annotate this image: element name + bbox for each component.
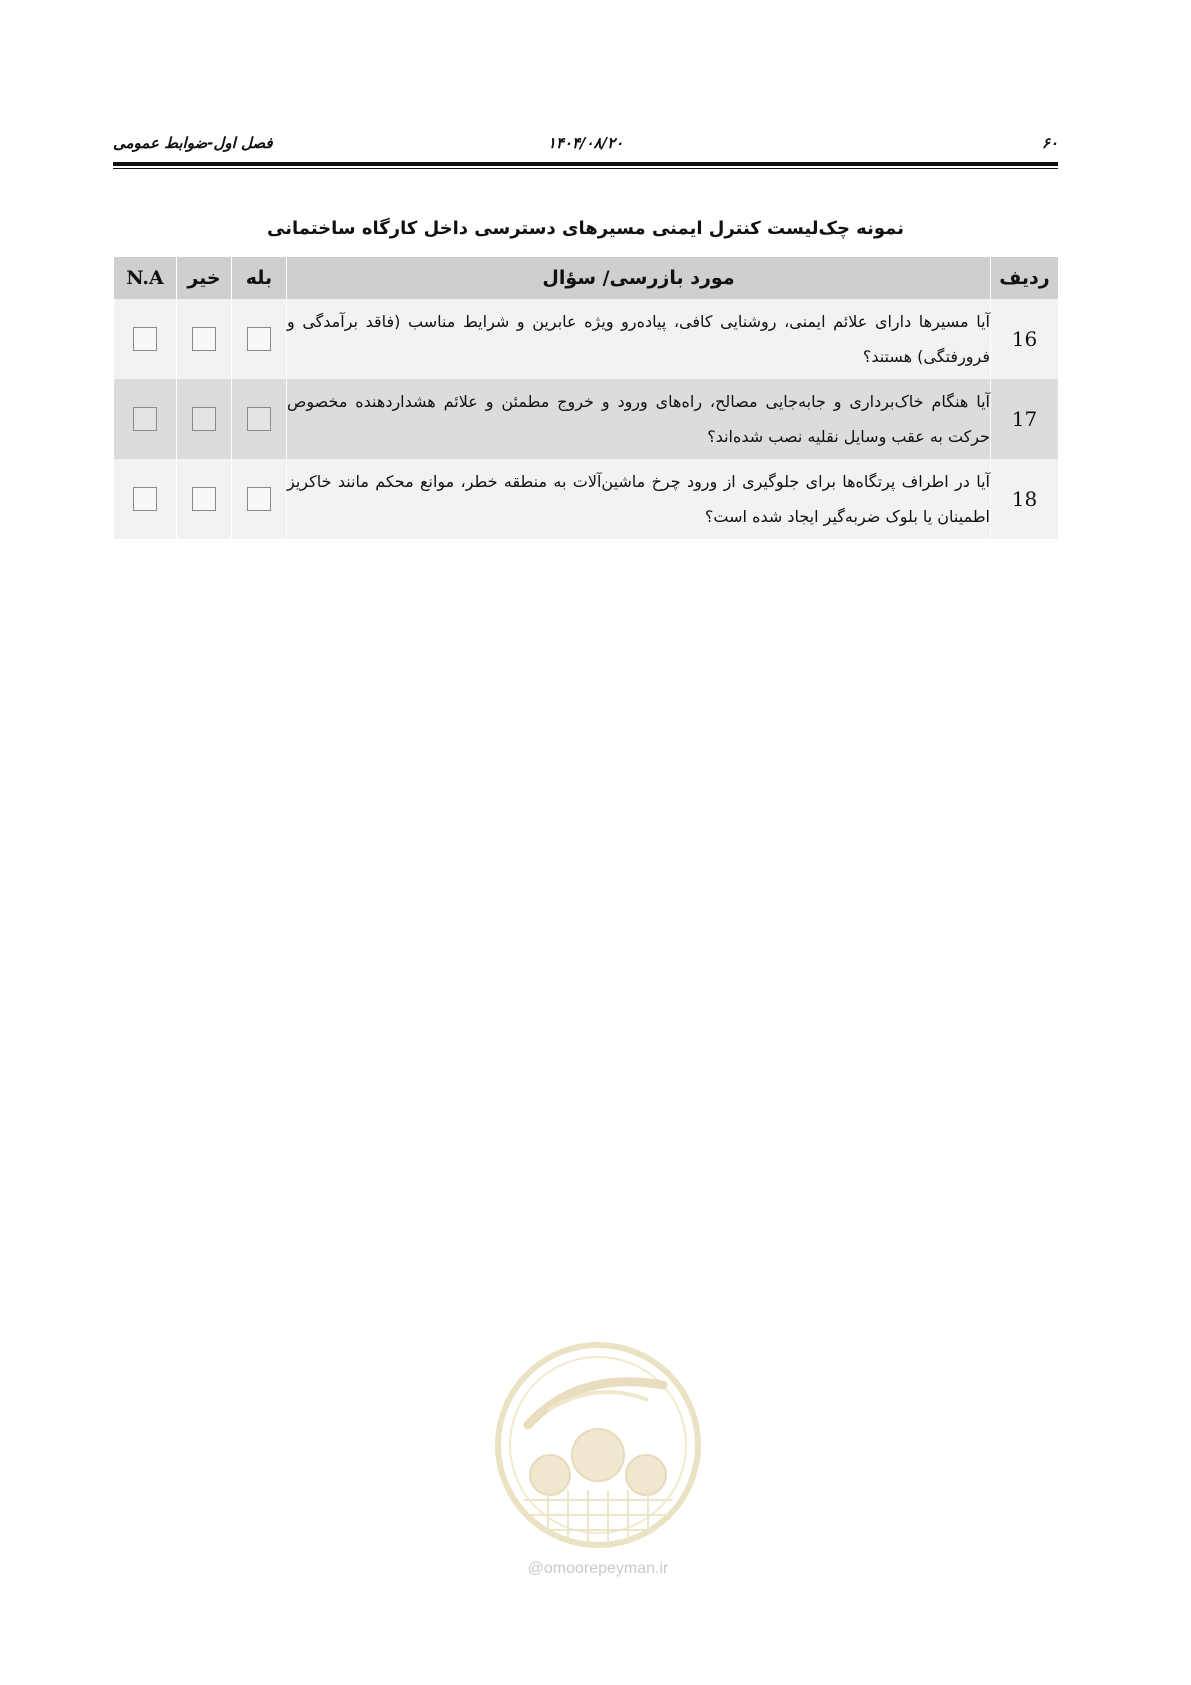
na-cell: [114, 379, 177, 459]
watermark-url: @omoorepeyman.ir: [527, 1560, 669, 1577]
na-cell: [114, 459, 177, 539]
omoorepeyman-logo-icon: [488, 1330, 708, 1560]
yes-cell: [232, 299, 287, 379]
no-cell: [177, 299, 232, 379]
row-number: 16: [991, 299, 1059, 379]
question-text: آیا هنگام خاک‌برداری و جابه‌جایی مصالح، راه‌های ورود و خروج مطمئن و علائم هشداردهنده مخصوص حرکت به عقب وسایل نقلیه نصب شده‌اند؟: [287, 379, 991, 459]
na-checkbox[interactable]: [133, 487, 157, 511]
page-header: [113, 130, 1058, 160]
chapter-title: فصل اول-ضوابط عمومی: [113, 134, 273, 152]
page-number: ۶۰: [1041, 134, 1058, 152]
row-number: 17: [991, 379, 1059, 459]
question-text: آیا در اطراف پرتگاه‌ها برای جلوگیری از ورود چرخ ماشین‌آلات به منطقه خطر، موانع محکم مانند خاکریز اطمینان یا بلوک ضربه‌گیر ایجاد شده است؟: [287, 459, 991, 539]
checklist-table: [113, 257, 1058, 539]
header-yes: بله: [232, 257, 287, 299]
no-checkbox[interactable]: [192, 407, 216, 431]
header-row-number: ردیف: [991, 257, 1059, 299]
header-rule-thick: [113, 162, 1058, 166]
table-header-row: [114, 257, 1059, 299]
yes-checkbox[interactable]: [247, 407, 271, 431]
row-number: 18: [991, 459, 1059, 539]
no-cell: [177, 379, 232, 459]
table-row: [114, 459, 1059, 539]
na-cell: [114, 299, 177, 379]
yes-checkbox[interactable]: [247, 327, 271, 351]
yes-checkbox[interactable]: [247, 487, 271, 511]
table-row: [114, 379, 1059, 459]
no-cell: [177, 459, 232, 539]
header-question: مورد بازرسی/ سؤال: [287, 257, 991, 299]
header-date: ۱۴۰۴/۰۸/۲۰: [547, 134, 624, 152]
yes-cell: [232, 379, 287, 459]
no-checkbox[interactable]: [192, 327, 216, 351]
table-row: [114, 299, 1059, 379]
no-checkbox[interactable]: [192, 487, 216, 511]
na-checkbox[interactable]: [133, 407, 157, 431]
yes-cell: [232, 459, 287, 539]
header-rule-thin: [113, 168, 1058, 169]
header-no: خیر: [177, 257, 232, 299]
na-checkbox[interactable]: [133, 327, 157, 351]
question-text: آیا مسیرها دارای علائم ایمنی، روشنایی کافی، پیاده‌رو ویژه عابرین و شرایط مناسب (فاقد برآمدگی و فرورفتگی) هستند؟: [287, 299, 991, 379]
checklist-title: نمونه چک‌لیست کنترل ایمنی مسیرهای دسترسی داخل کارگاه ساختمانی: [267, 218, 904, 239]
header-na: N.A: [114, 257, 177, 299]
